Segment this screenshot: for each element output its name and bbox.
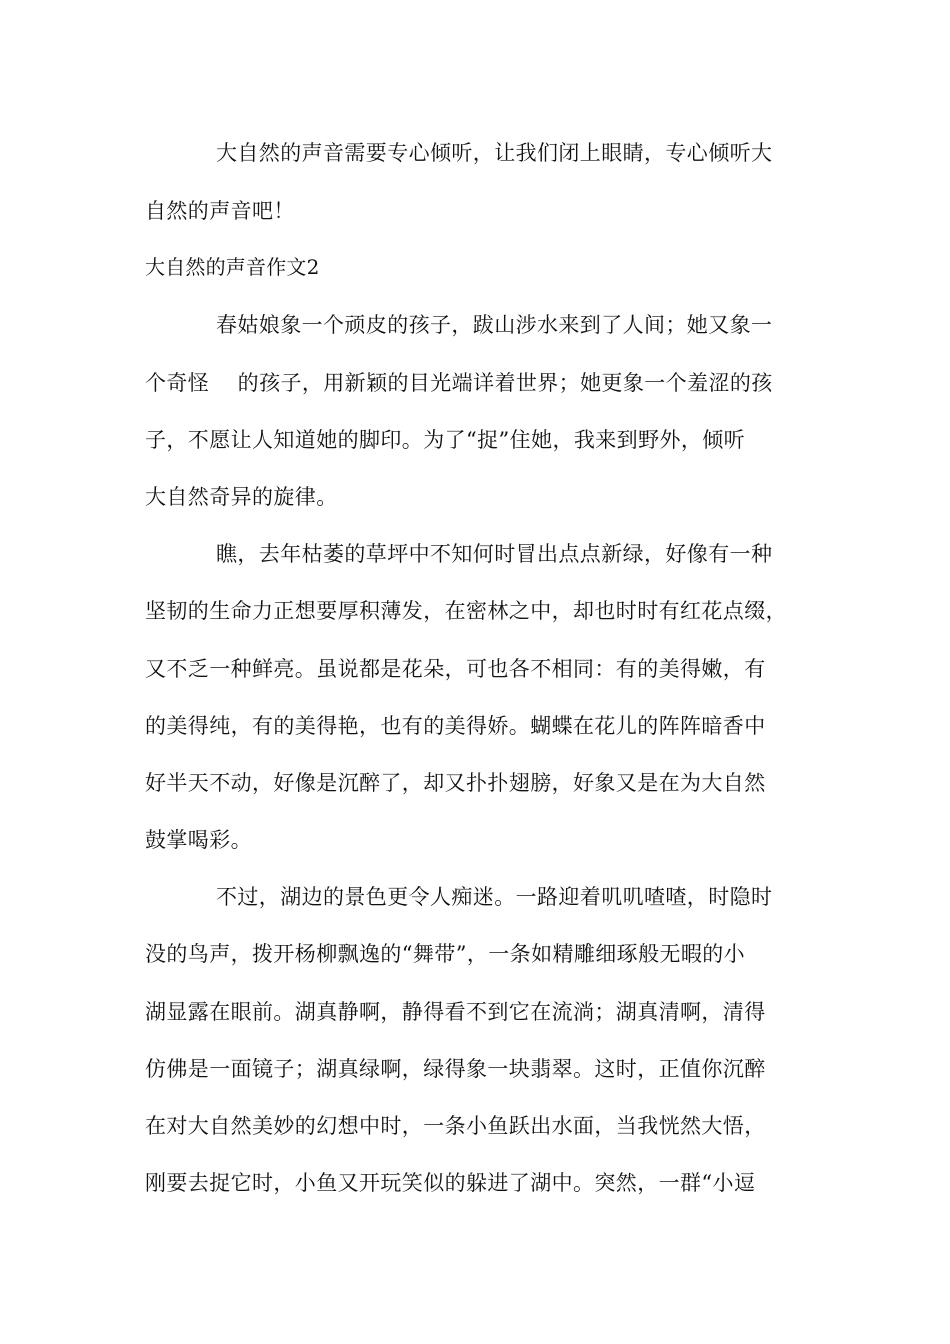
paragraph-line: 鼓掌喝彩。 [145, 828, 252, 852]
paragraph-line: 子，不愿让人知道她的脚印。为了“捉”住她，我来到野外，倾听 [145, 428, 746, 452]
paragraph-line: 春姑娘象一个顽皮的孩子，跋山涉水来到了人间；她又象一 [216, 313, 773, 337]
paragraph-line: 瞧，去年枯萎的草坪中不知何时冒出点点新绿，好像有一种 [216, 542, 773, 566]
paragraph-line: 没的鸟声，拨开杨柳飘逸的“舞带”，一条如精雕细琢般无暇的小 [145, 942, 746, 966]
paragraph-line: 好半天不动，好像是沉醉了，却又扑扑翅膀，好象又是在为大自然 [145, 771, 766, 795]
paragraph-line: 个奇怪 的孩子，用新颖的目光端详着世界；她更象一个羞涩的孩 [145, 371, 773, 395]
paragraph-line: 湖显露在眼前。湖真静啊，静得看不到它在流淌；湖真清啊，清得 [145, 1000, 766, 1024]
paragraph-line: 大自然奇异的旋律。 [145, 485, 338, 509]
paragraph-line: 不过，湖边的景色更令人痴迷。一路迎着叽叽喳喳，时隐时 [216, 885, 773, 909]
paragraph-line: 自然的声音吧！ [145, 199, 295, 223]
paragraph-line: 的美得纯，有的美得艳，也有的美得娇。蝴蝶在花儿的阵阵暗香中 [145, 714, 766, 738]
paragraph-line: 刚要去捉它时，小鱼又开玩笑似的躲进了湖中。突然，一群“小逗 [145, 1171, 756, 1195]
paragraph-line: 大自然的声音需要专心倾听，让我们闭上眼睛，专心倾听大 [216, 141, 773, 165]
paragraph-line: 坚韧的生命力正想要厚积薄发，在密林之中，却也时时有红花点缀， [145, 599, 787, 623]
paragraph-line: 又不乏一种鲜亮。虽说都是花朵，可也各不相同：有的美得嫩，有 [145, 657, 766, 681]
paragraph-line: 仿佛是一面镜子；湖真绿啊，绿得象一块翡翠。这时，正值你沉醉 [145, 1057, 766, 1081]
paragraph-line: 在对大自然美妙的幻想中时，一条小鱼跃出水面，当我恍然大悟， [145, 1114, 766, 1138]
section-heading: 大自然的声音作文2 [145, 255, 320, 279]
